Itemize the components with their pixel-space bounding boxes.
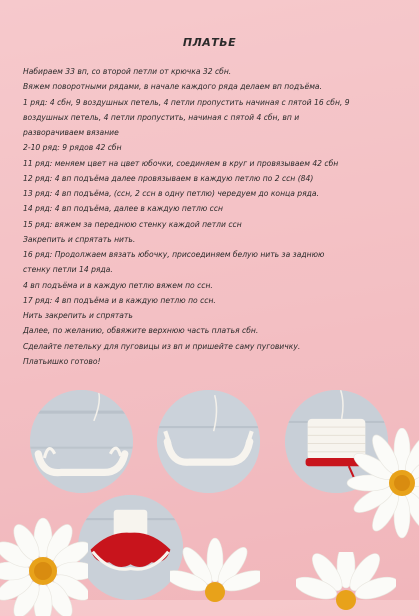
crochet-dress-skirt-photo	[78, 495, 183, 600]
pattern-line: 1 ряд: 4 сбн, 9 воздушных петель, 4 петли пропустить начиная с пятой 16 сбн, 9	[23, 97, 350, 107]
pattern-line: Платьишко готово!	[23, 356, 101, 366]
pattern-line: Закрепить и спрятать нить.	[23, 234, 136, 244]
pattern-line: Вяжем поворотными рядами, в начале каждого ряда делаем вп подъёма.	[23, 82, 322, 92]
pattern-line: 16 ряд: Продолжаем вязать юбочку, присоединяем белую нить за заднюю	[23, 250, 325, 259]
pattern-line: 11 ряд: меняем цвет на цвет юбочки, соединяем в круг и провязываем 42 сбн	[23, 158, 339, 168]
daisy-flower-icon	[170, 530, 260, 610]
page-title: ПЛАТЬЕ	[182, 36, 237, 49]
pattern-line: 4 вп подъёма и в каждую петлю вяжем по ссн.	[23, 280, 213, 290]
pattern-line: Далее, по желанию, обвяжите верхнюю часть платья сбн.	[23, 326, 259, 336]
daisy-flower-icon	[296, 552, 396, 612]
pattern-line: стенку петли 14 ряда.	[23, 265, 113, 275]
pattern-line: 15 ряд: вяжем за переднюю стенку каждой петли ссн	[23, 219, 242, 229]
pattern-line: Сделайте петельку для пуговицы из вп и пришейте саму пуговичку.	[23, 341, 301, 351]
pattern-line: Нить закрепить и спрятать	[23, 311, 133, 320]
pattern-line: воздушных петель, 4 петли пропустить, начиная с пятой 4 сбн, вп и	[23, 112, 300, 122]
crochet-strip-photo	[30, 390, 133, 493]
crochet-strip-straps-photo	[157, 390, 260, 493]
pattern-line: 2-10 ряд: 9 рядов 42 сбн	[23, 143, 122, 153]
pattern-line: Набираем 33 вп, со второй петли от крючка 32 сбн.	[23, 67, 232, 76]
daisy-flower-icon	[344, 428, 419, 544]
pattern-line: 17 ряд: 4 вп подъёма и в каждую петлю по ссн.	[23, 295, 216, 305]
pattern-line: 14 ряд: 4 вп подъёма, далее в каждую петлю ссн	[23, 204, 223, 214]
pattern-line: 12 ряд: 4 вп подъёма далее провязываем в каждую петлю по 2 ссн (84)	[23, 173, 314, 183]
pattern-line: разворачиваем вязание	[23, 128, 119, 137]
pattern-text	[23, 64, 403, 369]
daisy-flower-icon	[0, 516, 88, 616]
pattern-line: 13 ряд: 4 вп подъёма, (ссн, 2 ссн в одну петлю) чередуем до конца ряда.	[23, 189, 319, 198]
